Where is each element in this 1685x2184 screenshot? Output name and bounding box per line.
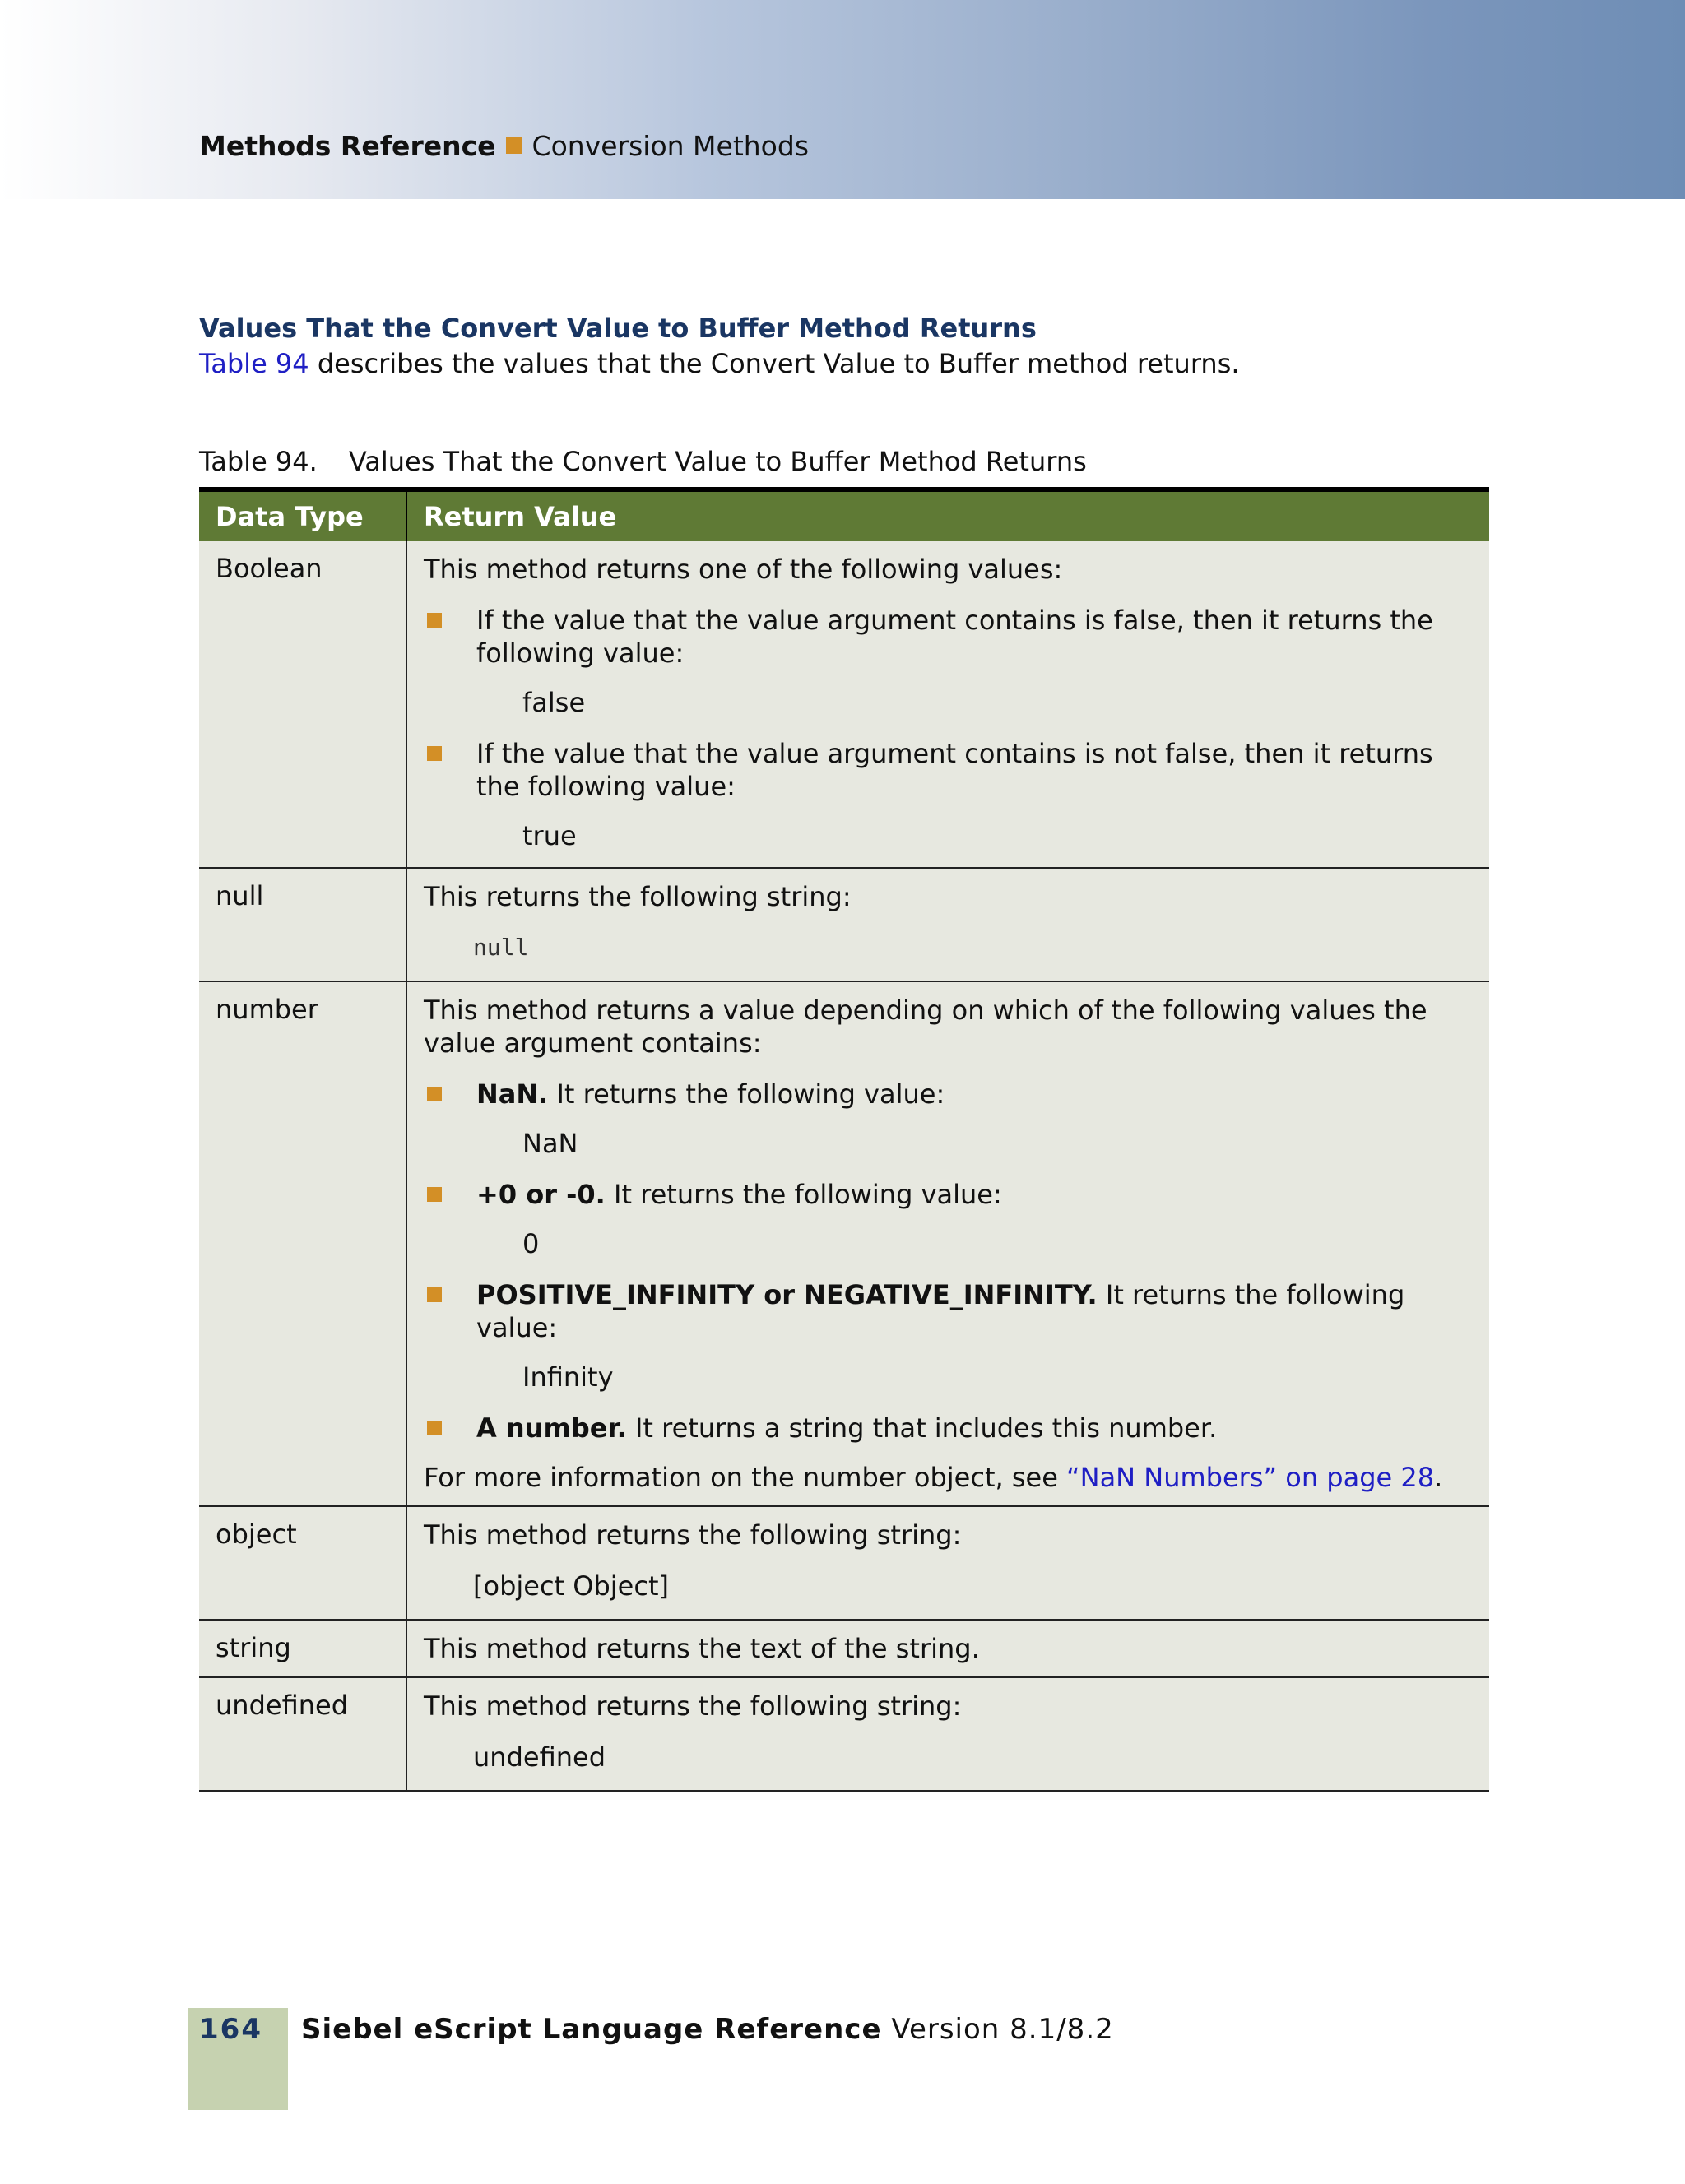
bullet-term: NaN.	[476, 1078, 549, 1110]
return-value-example: [object Object]	[473, 1570, 669, 1602]
data-type-cell: number	[199, 982, 407, 1505]
return-value-example: null	[473, 934, 529, 961]
breadcrumb-topic: Conversion Methods	[531, 130, 810, 162]
bullet-text: It returns the following value:	[605, 1179, 1002, 1210]
bullet-text: It returns the following value:	[476, 1279, 1405, 1343]
footer-book-title: Siebel eScript Language Reference	[301, 2013, 882, 2046]
data-type-cell: object	[199, 1507, 407, 1619]
table-header-row	[199, 492, 1489, 541]
footer-title	[301, 2013, 1114, 2046]
return-value-example: undefined	[473, 1741, 606, 1773]
intro-text: describes the values that the Convert Value to Buffer method returns.	[309, 348, 1240, 379]
return-value-example: NaN	[522, 1128, 578, 1159]
return-value-example: Infinity	[522, 1361, 614, 1393]
table-row	[199, 541, 1489, 869]
cell-intro: This returns the following string:	[424, 881, 852, 912]
return-values-table	[199, 487, 1489, 1792]
table-caption	[199, 446, 1087, 477]
bullet-item	[424, 1178, 1473, 1211]
return-value-cell	[407, 1678, 1489, 1790]
cell-intro: This method returns the following string:	[424, 1519, 962, 1551]
data-type-cell: undefined	[199, 1678, 407, 1790]
header-return-value: Return Value	[424, 501, 617, 532]
bullet-square-icon	[427, 1087, 442, 1101]
bullet-square-icon	[427, 1187, 442, 1202]
breadcrumb-separator-icon	[506, 137, 522, 154]
breadcrumb-section: Methods Reference	[199, 130, 496, 162]
bullet-square-icon	[427, 1287, 442, 1302]
page-number: 164	[199, 2013, 262, 2046]
bullet-text: It returns a string that includes this number.	[626, 1412, 1218, 1444]
section-heading: Values That the Convert Value to Buffer Method Returns	[199, 313, 1037, 344]
return-value-example: 0	[522, 1228, 540, 1259]
return-value-cell	[407, 1507, 1489, 1619]
bullet-item	[424, 1412, 1473, 1444]
more-info	[424, 1461, 1473, 1494]
caption-title: Values That the Convert Value to Buffer Method Returns	[348, 446, 1087, 477]
header-data-type: Data Type	[199, 492, 407, 541]
bullet-square-icon	[427, 1421, 442, 1435]
return-value-cell	[407, 982, 1489, 1505]
return-value-cell	[407, 869, 1489, 981]
bullet-text: If the value that the value argument contains is false, then it returns the following value:	[476, 605, 1433, 669]
table-row	[199, 869, 1489, 982]
data-type-cell: Boolean	[199, 541, 407, 867]
bullet-item	[424, 604, 1473, 670]
bullet-square-icon	[427, 613, 442, 628]
return-value-example: true	[522, 820, 577, 851]
cell-intro: This method returns a value depending on which of the following values the value argument contains:	[424, 995, 1427, 1059]
table-row	[199, 1507, 1489, 1621]
more-info-period: .	[1434, 1462, 1443, 1493]
intro-paragraph	[199, 348, 1240, 379]
cell-intro: This method returns one of the following values:	[424, 554, 1063, 585]
header-band	[0, 0, 1685, 199]
more-info-text: For more information on the number object, see	[424, 1462, 1067, 1493]
nan-numbers-link[interactable]: “NaN Numbers” on page 28	[1066, 1462, 1435, 1493]
footer-version: Version 8.1/8.2	[881, 2013, 1114, 2046]
cell-intro: This method returns the text of the string.	[424, 1633, 980, 1664]
bullet-text: If the value that the value argument contains is not false, then it returns the following value:	[476, 738, 1433, 802]
bullet-term: A number.	[476, 1412, 627, 1444]
bullet-term: POSITIVE_INFINITY or NEGATIVE_INFINITY.	[476, 1279, 1098, 1310]
cell-intro: This method returns the following string:	[424, 1690, 962, 1722]
bullet-square-icon	[427, 746, 442, 761]
return-value-cell	[407, 1621, 1489, 1676]
bullet-text: It returns the following value:	[548, 1078, 945, 1110]
table-94-link[interactable]: Table 94	[199, 348, 309, 379]
breadcrumb	[199, 130, 809, 162]
return-value-cell	[407, 541, 1489, 867]
data-type-cell: string	[199, 1621, 407, 1676]
bullet-item	[424, 1278, 1473, 1344]
return-value-example: false	[522, 687, 586, 718]
bullet-item	[424, 1078, 1473, 1111]
bullet-item	[424, 737, 1473, 803]
data-type-cell: null	[199, 869, 407, 981]
table-row	[199, 982, 1489, 1507]
table-row	[199, 1678, 1489, 1792]
caption-number: Table 94.	[199, 446, 318, 477]
bullet-term: +0 or -0.	[476, 1179, 606, 1210]
table-row	[199, 1621, 1489, 1678]
